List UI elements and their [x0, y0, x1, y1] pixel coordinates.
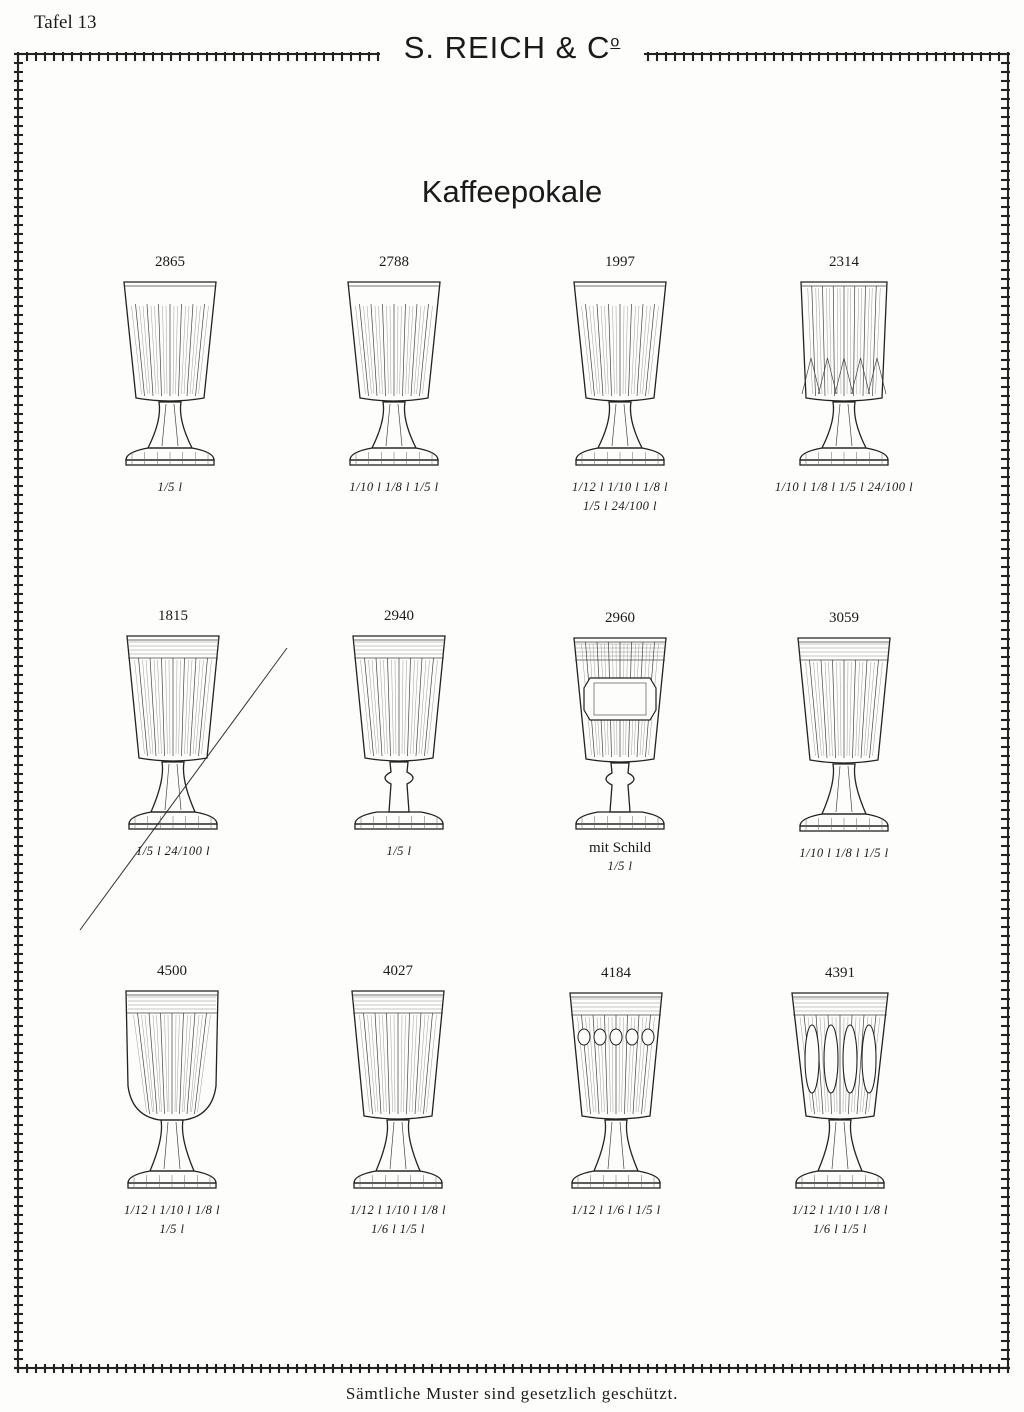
size-list	[67, 1201, 277, 1239]
pointed-facet-goblet-icon	[789, 274, 899, 474]
fluted-goblet-icon	[343, 983, 453, 1197]
size-list	[294, 842, 504, 861]
size-line: 1/6 l 1/5 l	[813, 1222, 867, 1236]
paneled-goblet-icon	[115, 274, 225, 474]
size-line: 1/5 l	[386, 844, 412, 858]
size-list	[515, 478, 725, 516]
size-list	[739, 478, 949, 497]
page-title: Kaffeepokale	[421, 174, 603, 209]
size-line: 1/6 l 1/5 l	[371, 1222, 425, 1236]
product-number: 4184	[601, 965, 631, 981]
product-item	[515, 254, 725, 516]
product-item	[65, 254, 275, 497]
paneled-goblet-icon	[339, 274, 449, 474]
size-line: 1/5 l	[157, 480, 183, 494]
size-list	[515, 840, 725, 876]
size-line: 1/12 l 1/10 l 1/8 l	[350, 1203, 446, 1217]
rounded-panel-goblet-icon	[117, 983, 227, 1197]
size-list	[65, 478, 275, 497]
product-item	[293, 963, 503, 1239]
shield-note: mit Schild	[588, 840, 652, 856]
rim-band-goblet-icon	[789, 630, 899, 840]
firm-name: S. REICH & $C^o$	[380, 30, 644, 66]
size-line: 1/12 l 1/6 l 1/5 l	[571, 1203, 661, 1217]
size-list	[511, 1201, 721, 1220]
product-item	[67, 963, 277, 1239]
shield-goblet-icon	[565, 630, 675, 838]
size-line: 1/5 l	[607, 859, 633, 873]
product-number: 2960	[605, 610, 635, 626]
oval-cut-goblet-icon	[780, 985, 900, 1197]
product-item	[739, 254, 949, 497]
size-list	[289, 478, 499, 497]
plate-number: Tafel 13	[34, 12, 97, 33]
copyright-notice: Sämtliche Muster sind gesetzlich geschützt.	[345, 1384, 679, 1403]
size-line: 1/10 l 1/8 l 1/5 l	[349, 480, 439, 494]
size-line: 1/10 l 1/8 l 1/5 l	[799, 846, 889, 860]
product-item	[511, 965, 721, 1220]
size-line: 1/5 l 24/100 l	[135, 844, 211, 858]
size-line: 1/12 l 1/10 l 1/8 l	[572, 480, 668, 494]
size-line: 1/12 l 1/10 l 1/8 l	[124, 1203, 220, 1217]
paneled-goblet-icon	[565, 274, 675, 474]
rim-band-goblet-icon	[118, 628, 228, 838]
product-number: 1997	[605, 254, 635, 270]
product-number: 4391	[825, 965, 855, 981]
product-item	[735, 965, 945, 1239]
size-line: 1/10 l 1/8 l 1/5 l 24/100 l	[774, 480, 914, 494]
product-number: 4500	[157, 963, 187, 979]
product-item	[289, 254, 499, 497]
size-list	[68, 842, 278, 861]
size-list	[735, 1201, 945, 1239]
product-item	[68, 608, 278, 861]
product-number: 2788	[379, 254, 409, 270]
product-number: 2940	[384, 608, 414, 624]
product-item	[515, 610, 725, 876]
product-item	[739, 610, 949, 863]
product-number: 4027	[383, 963, 413, 979]
dot-cut-goblet-icon	[561, 985, 671, 1197]
product-number: 1815	[158, 608, 188, 624]
product-number: 2314	[829, 254, 859, 270]
product-item	[294, 608, 504, 861]
product-number: 3059	[829, 610, 859, 626]
size-line: 1/5 l	[159, 1222, 185, 1236]
size-list	[293, 1201, 503, 1239]
product-number: 2865	[155, 254, 185, 270]
size-line: 1/12 l 1/10 l 1/8 l	[792, 1203, 888, 1217]
size-list	[739, 844, 949, 863]
knop-stem-goblet-icon	[344, 628, 454, 838]
size-line: 1/5 l 24/100 l	[582, 499, 658, 513]
